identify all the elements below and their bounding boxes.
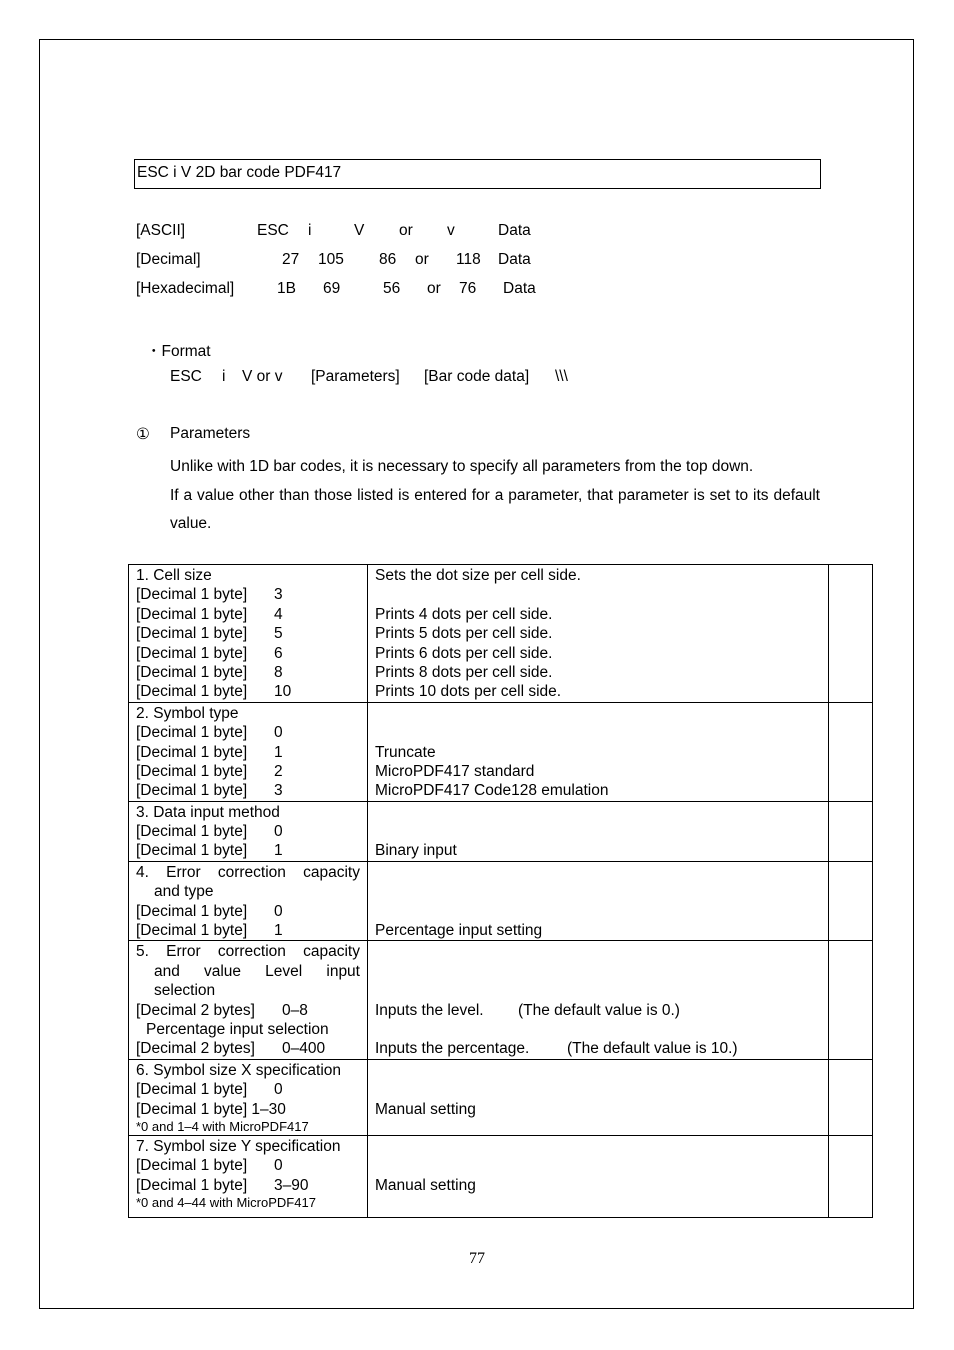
- param-heading: 5. Error correction capacity: [136, 943, 360, 961]
- param-note: *0 and 4–44 with MicroPDF417: [136, 1195, 316, 1211]
- code-value: 105: [318, 251, 344, 268]
- param-sub-label: Percentage input selection: [146, 1020, 329, 1038]
- code-value: 118: [456, 251, 481, 268]
- param-heading: 7. Symbol size Y specification: [136, 1137, 341, 1155]
- param-option: [Decimal 1 byte] 3: [136, 586, 283, 604]
- param-cell: [129, 861, 368, 941]
- code-label: [Hexadecimal]: [136, 280, 235, 297]
- empty-cell: [829, 861, 873, 941]
- empty-cell: [829, 702, 873, 801]
- parameters-heading: Parameters: [170, 425, 251, 442]
- param-description-cell: Manual setting: [368, 1135, 829, 1217]
- table-row: [129, 861, 873, 941]
- param-cell: [129, 1135, 368, 1217]
- format-part: \\\: [555, 368, 568, 385]
- param-heading: selection: [154, 982, 216, 1000]
- table-row: [129, 1135, 873, 1217]
- format-part: [Bar code data]: [424, 368, 530, 385]
- code-value: 69: [323, 280, 341, 297]
- format-part: i: [222, 368, 226, 385]
- param-option: [Decimal 1 byte] 1: [136, 842, 283, 860]
- param-description-cell: Percentage input setting: [368, 861, 829, 941]
- param-cell: [129, 941, 368, 1059]
- format-part: ESC: [170, 368, 202, 385]
- empty-cell: [829, 941, 873, 1059]
- param-description-cell: Truncate MicroPDF417 standard MicroPDF417 Code128 emulation: [368, 702, 829, 801]
- parameters-number: ①: [136, 426, 150, 443]
- param-description-cell: [368, 941, 829, 1059]
- table-row: [129, 801, 873, 861]
- param-description-cell: Sets the dot size per cell side. Prints 4 dots per cell side. Prints 5 dots per cell side. Prints 6 dots per cell side. Prints 8 dots per cell side. Prints 10 dots per cell side.: [368, 565, 829, 703]
- param-option: [Decimal 1 byte] 0: [136, 1081, 283, 1099]
- code-label: [ASCII]: [136, 222, 186, 239]
- param-option: [Decimal 2 bytes] 0–8: [136, 1001, 308, 1019]
- code-or: or: [399, 222, 413, 239]
- param-cell: [129, 702, 368, 801]
- parameters-description: [170, 453, 820, 539]
- paragraph: If a value other than those listed is entered for a parameter, that parameter is set to its default value.: [170, 486, 820, 532]
- param-description: Inputs the percentage. (The default value is 10.): [375, 1040, 738, 1058]
- page-number: 77: [469, 1250, 485, 1267]
- param-cell: [129, 565, 368, 703]
- paragraph: Unlike with 1D bar codes, it is necessary to specify all parameters from the top down.: [170, 458, 754, 475]
- code-value: 56: [383, 280, 401, 297]
- param-option: [Decimal 1 byte] 3: [136, 782, 283, 800]
- code-value: v: [447, 222, 455, 239]
- param-heading: 6. Symbol size X specification: [136, 1061, 342, 1079]
- param-option: [Decimal 1 byte] 3–90: [136, 1176, 309, 1194]
- param-heading: 2. Symbol type: [136, 704, 239, 722]
- param-heading: 3. Data input method: [136, 803, 280, 821]
- param-heading: and type: [154, 883, 214, 901]
- param-option: [Decimal 1 byte] 0: [136, 902, 283, 920]
- param-heading: and value Level input: [154, 962, 360, 980]
- code-value: 86: [379, 251, 397, 268]
- code-data: Data: [498, 251, 531, 268]
- table-row: [129, 941, 873, 1059]
- empty-cell: [829, 1059, 873, 1135]
- format-label: ・Format: [146, 343, 211, 360]
- param-option: [Decimal 1 byte] 1: [136, 743, 283, 761]
- code-data: Data: [498, 222, 531, 239]
- code-value: i: [308, 222, 312, 239]
- param-cell: [129, 1059, 368, 1135]
- param-option: [Decimal 1 byte] 8: [136, 663, 283, 681]
- table-row: [129, 702, 873, 801]
- param-option: [Decimal 1 byte] 4: [136, 605, 283, 623]
- table-row: [129, 565, 873, 703]
- param-description: Inputs the level. (The default value is 0.): [375, 1001, 680, 1019]
- code-label: [Decimal]: [136, 251, 201, 268]
- param-description: Sets the dot size per cell side.: [375, 567, 581, 584]
- empty-cell: [829, 1135, 873, 1217]
- code-value: 27: [282, 251, 300, 268]
- param-option: [Decimal 1 byte] 6: [136, 644, 283, 662]
- param-option: [Decimal 1 byte] 1: [136, 922, 283, 940]
- param-option: [Decimal 1 byte] 1–30: [136, 1100, 286, 1118]
- param-description-cell: Manual setting: [368, 1059, 829, 1135]
- code-value: ESC: [257, 222, 289, 239]
- format-part: [Parameters]: [311, 368, 400, 385]
- section-title: ESC i V 2D bar code PDF417: [134, 159, 821, 189]
- param-option: [Decimal 1 byte] 0: [136, 823, 283, 841]
- format-part: V or v: [242, 368, 283, 385]
- code-data: Data: [503, 280, 536, 297]
- param-option: [Decimal 1 byte] 0: [136, 724, 283, 742]
- param-heading: 1. Cell size: [136, 567, 212, 584]
- param-option: [Decimal 2 bytes] 0–400: [136, 1040, 326, 1058]
- code-value: V: [354, 222, 365, 239]
- empty-cell: [829, 801, 873, 861]
- code-or: or: [427, 280, 441, 297]
- table-row: [129, 1059, 873, 1135]
- param-note: *0 and 1–4 with MicroPDF417: [136, 1118, 309, 1134]
- empty-cell: [829, 565, 873, 703]
- param-heading: 4. Error correction capacity: [136, 863, 360, 881]
- param-description-cell: Binary input: [368, 801, 829, 861]
- code-or: or: [415, 251, 429, 268]
- code-value: 76: [459, 280, 477, 297]
- param-cell: [129, 801, 368, 861]
- code-value: 1B: [277, 280, 296, 297]
- param-option: [Decimal 1 byte] 0: [136, 1157, 283, 1175]
- param-option: [Decimal 1 byte] 10: [136, 683, 292, 701]
- param-option: [Decimal 1 byte] 2: [136, 762, 283, 780]
- param-option: [Decimal 1 byte] 5: [136, 625, 283, 643]
- parameters-table: [128, 564, 873, 1218]
